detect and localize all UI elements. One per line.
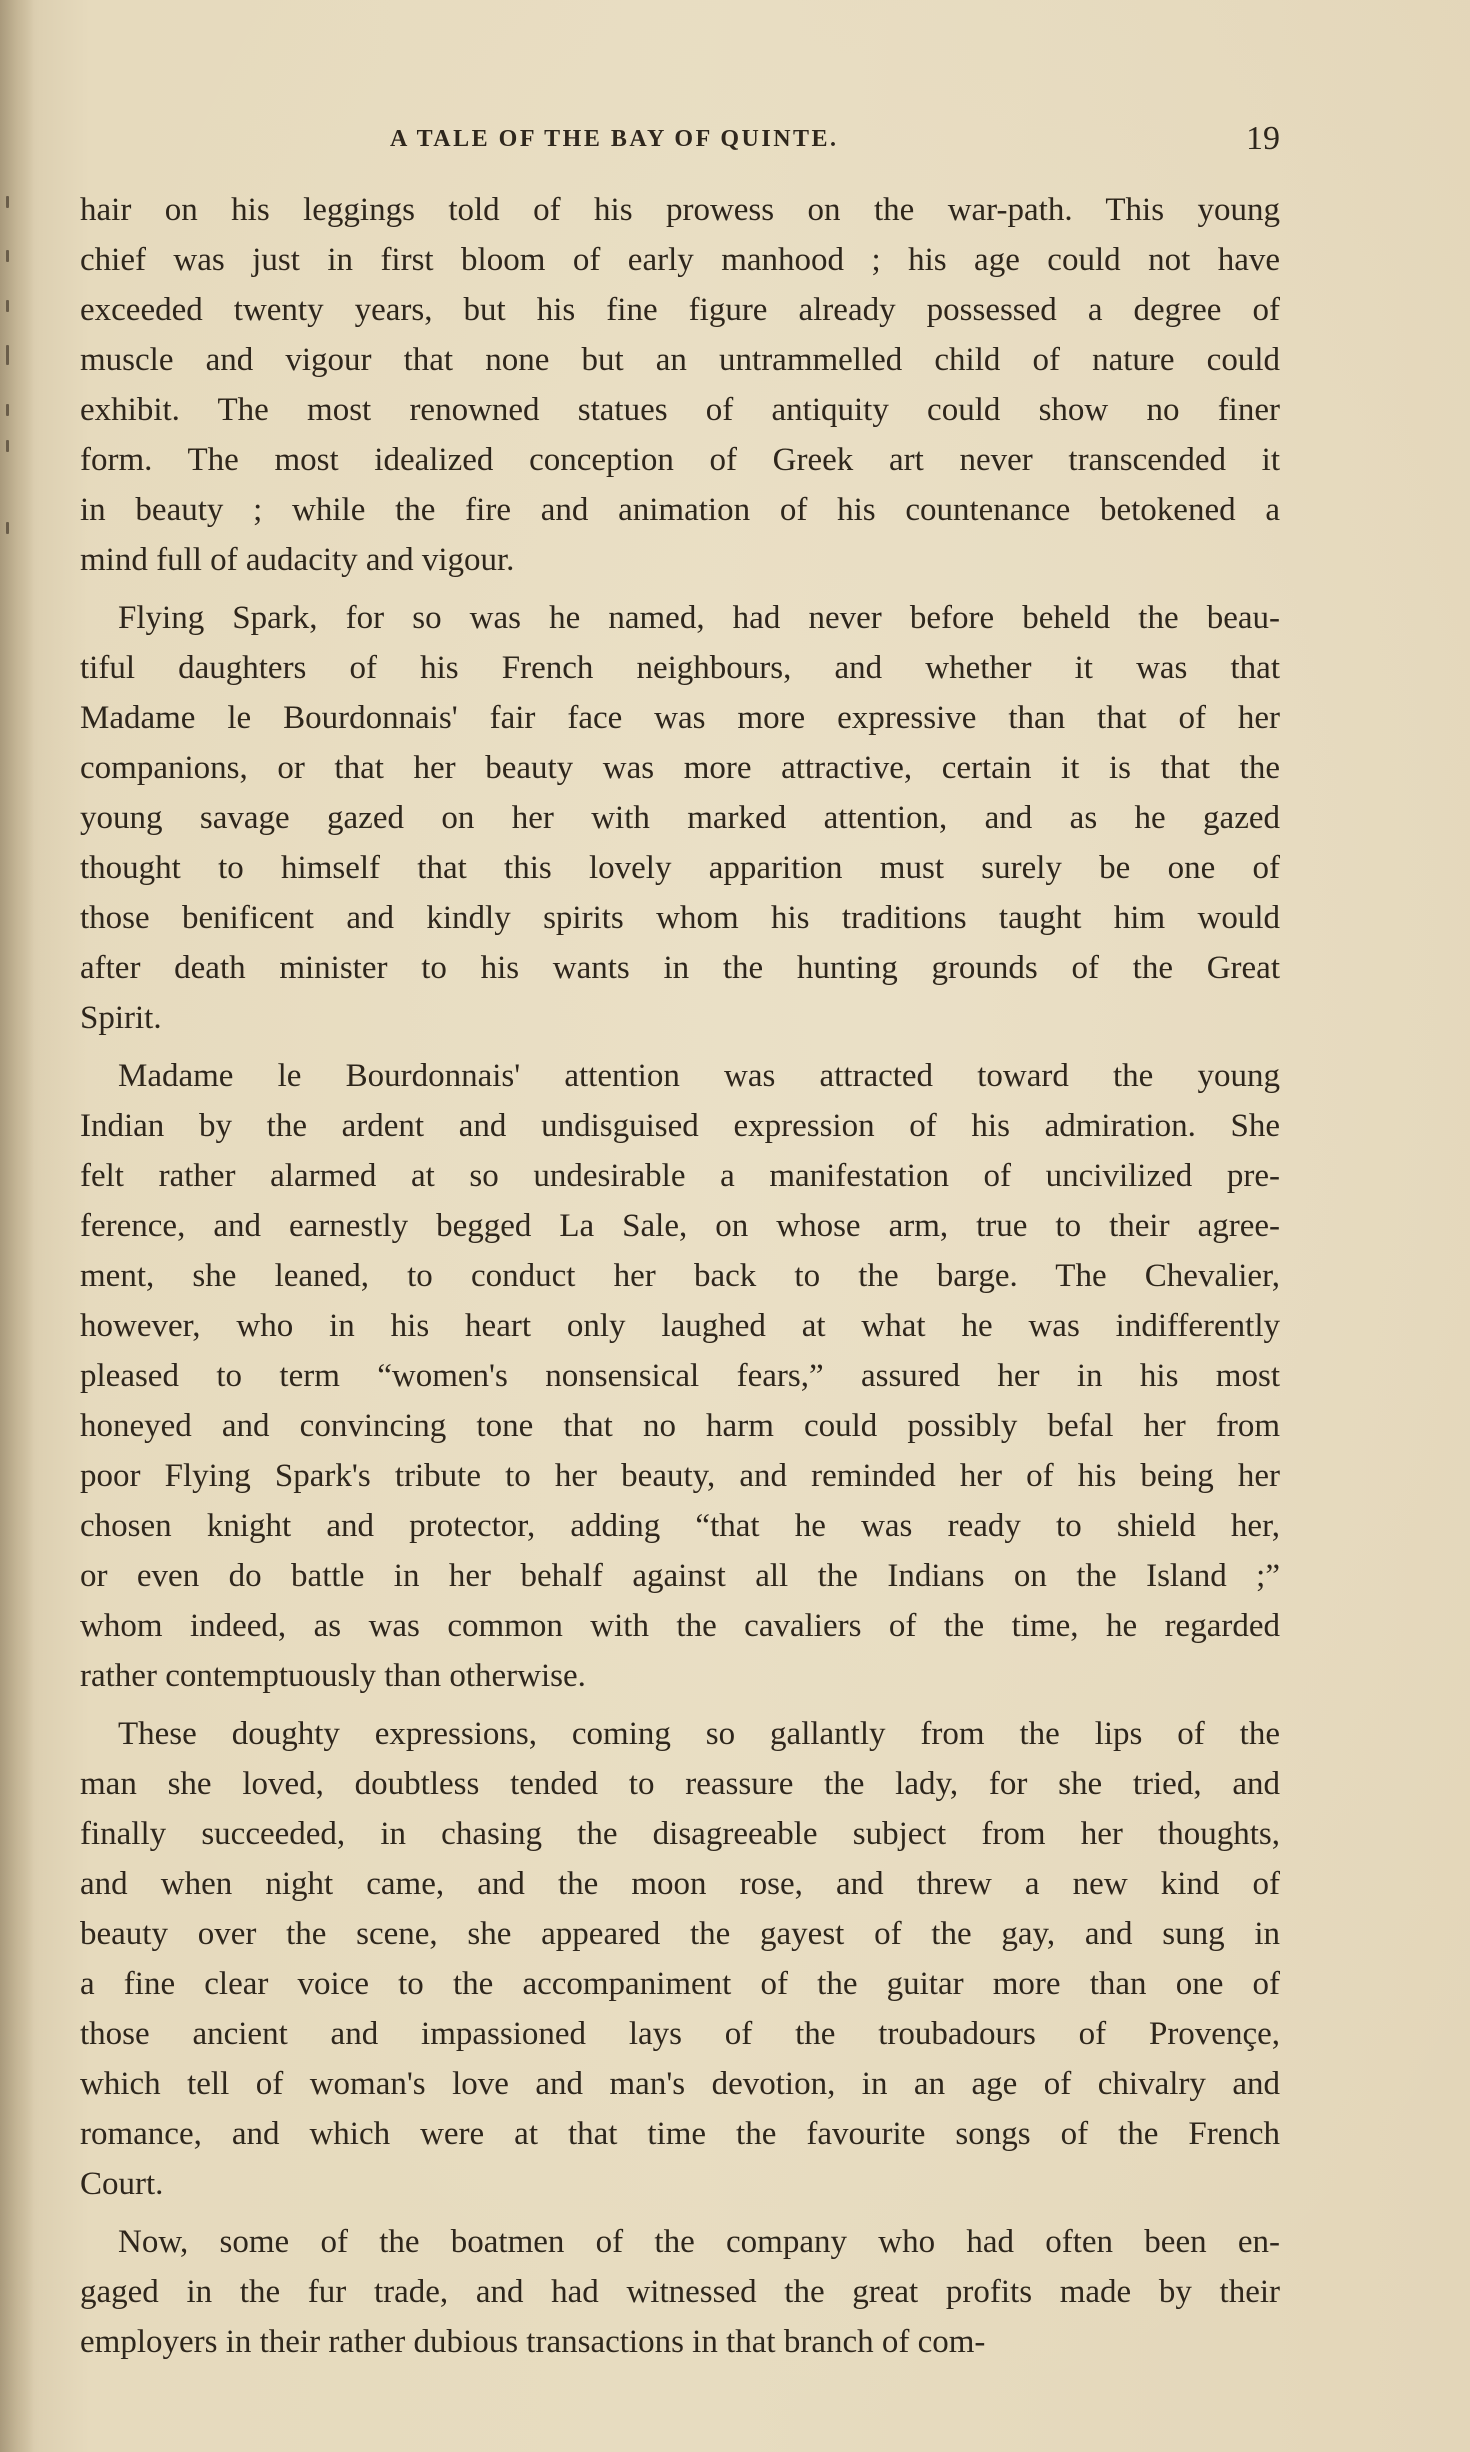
text-line: companions, or that her beauty was more attractive, certain it is that the xyxy=(80,750,1280,786)
paragraph xyxy=(80,2217,1280,2367)
page-number: 19 xyxy=(1246,120,1280,157)
text-line: poor Flying Spark's tribute to her beauty, and reminded her of his being her xyxy=(80,1458,1280,1494)
text-line: ment, she leaned, to conduct her back to the barge. The Chevalier, xyxy=(80,1258,1280,1294)
paragraph xyxy=(80,1051,1280,1701)
running-header xyxy=(80,120,1280,166)
text-line: romance, and which were at that time the favourite songs of the French xyxy=(80,2116,1280,2152)
text-line: Madame le Bourdonnais' attention was attracted toward the young xyxy=(118,1058,1280,1094)
text-line: those ancient and impassioned lays of the troubadours of Provençe, xyxy=(80,2016,1280,2052)
gutter-mark xyxy=(6,522,9,534)
gutter-mark xyxy=(6,440,9,452)
body-text xyxy=(80,185,1280,2375)
text-line: Now, some of the boatmen of the company who had often been en- xyxy=(118,2224,1280,2260)
text-line: pleased to term “women's nonsensical fears,” assured her in his most xyxy=(80,1358,1280,1394)
paragraph xyxy=(80,1709,1280,2209)
text-line: those benificent and kindly spirits whom his traditions taught him would xyxy=(80,900,1280,936)
text-line: rather contemptuously than otherwise. xyxy=(80,1658,586,1694)
text-line: beauty over the scene, she appeared the gayest of the gay, and sung in xyxy=(80,1916,1280,1952)
text-line: ference, and earnestly begged La Sale, on whose arm, true to their agree- xyxy=(80,1208,1280,1244)
text-line: honeyed and convincing tone that no harm could possibly befal her from xyxy=(80,1408,1280,1444)
text-line: Court. xyxy=(80,2166,164,2202)
text-line: chosen knight and protector, adding “that he was ready to shield her, xyxy=(80,1508,1280,1544)
text-line: man she loved, doubtless tended to reassure the lady, for she tried, and xyxy=(80,1766,1280,1802)
text-line: tiful daughters of his French neighbours, and whether it was that xyxy=(80,650,1280,686)
gutter-mark xyxy=(6,250,9,262)
text-line: chief was just in first bloom of early manhood ; his age could not have xyxy=(80,242,1280,278)
text-line: muscle and vigour that none but an untrammelled child of nature could xyxy=(80,342,1280,378)
text-line: hair on his leggings told of his prowess on the war-path. This young xyxy=(80,192,1280,228)
text-line: form. The most idealized conception of Greek art never transcended it xyxy=(80,442,1280,478)
text-line: Flying Spark, for so was he named, had never before beheld the beau- xyxy=(118,600,1280,636)
gutter-mark xyxy=(6,404,9,416)
running-title: A TALE OF THE BAY OF QUINTE. xyxy=(390,126,839,152)
text-line: or even do battle in her behalf against all the Indians on the Island ;” xyxy=(80,1558,1280,1594)
gutter-mark xyxy=(6,196,9,208)
text-line: in beauty ; while the fire and animation of his countenance betokened a xyxy=(80,492,1280,528)
text-line: exhibit. The most renowned statues of antiquity could show no finer xyxy=(80,392,1280,428)
text-line: whom indeed, as was common with the cavaliers of the time, he regarded xyxy=(80,1608,1280,1644)
text-line: employers in their rather dubious transactions in that branch of com- xyxy=(80,2324,986,2360)
text-line: and when night came, and the moon rose, and threw a new kind of xyxy=(80,1866,1280,1902)
text-line: Indian by the ardent and undisguised expression of his admiration. She xyxy=(80,1108,1280,1144)
text-line: young savage gazed on her with marked attention, and as he gazed xyxy=(80,800,1280,836)
text-line: These doughty expressions, coming so gallantly from the lips of the xyxy=(118,1716,1280,1752)
text-line: Madame le Bourdonnais' fair face was more expressive than that of her xyxy=(80,700,1280,736)
text-line: gaged in the fur trade, and had witnessed the great profits made by their xyxy=(80,2274,1280,2310)
text-line: exceeded twenty years, but his fine figure already possessed a degree of xyxy=(80,292,1280,328)
text-line: a fine clear voice to the accompaniment of the guitar more than one of xyxy=(80,1966,1280,2002)
text-line: thought to himself that this lovely apparition must surely be one of xyxy=(80,850,1280,886)
text-line: Spirit. xyxy=(80,1000,162,1036)
text-line: mind full of audacity and vigour. xyxy=(80,542,515,578)
paragraph xyxy=(80,593,1280,1043)
text-line: finally succeeded, in chasing the disagreeable subject from her thoughts, xyxy=(80,1816,1280,1852)
gutter-mark xyxy=(6,300,9,312)
text-line: after death minister to his wants in the hunting grounds of the Great xyxy=(80,950,1280,986)
text-line: which tell of woman's love and man's devotion, in an age of chivalry and xyxy=(80,2066,1280,2102)
text-line: felt rather alarmed at so undesirable a manifestation of uncivilized pre- xyxy=(80,1158,1280,1194)
text-line: however, who in his heart only laughed at what he was indifferently xyxy=(80,1308,1280,1344)
binding-gutter xyxy=(0,0,34,2452)
gutter-mark xyxy=(6,345,9,365)
paragraph xyxy=(80,185,1280,585)
